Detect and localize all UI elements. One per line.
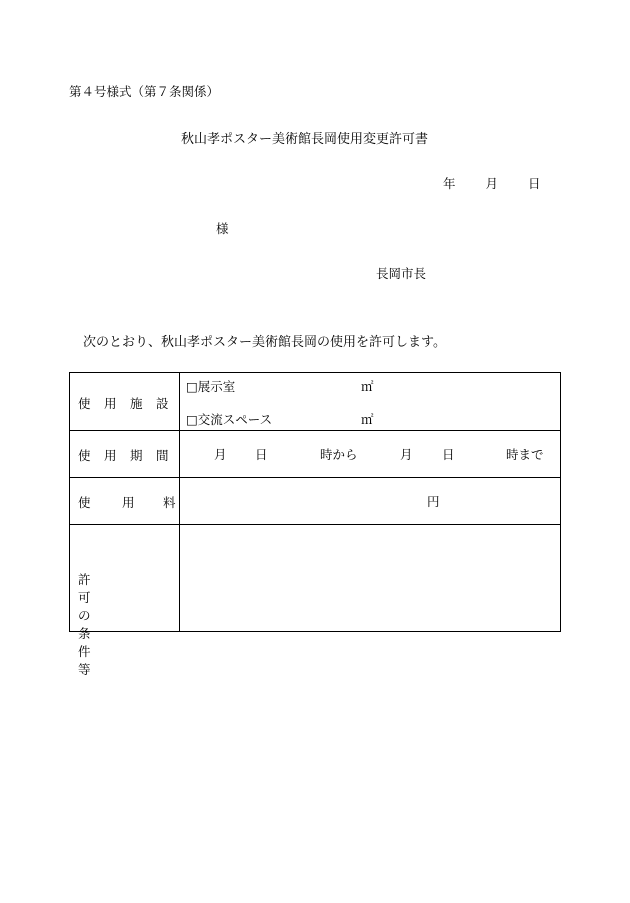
exhibition-room-option[interactable]: □展示室 (186, 379, 236, 394)
facility-header-char: 設 (156, 395, 169, 411)
date-line (443, 174, 541, 192)
form-number: 第４号様式（第７条関係） (69, 84, 220, 99)
period-header (70, 431, 180, 478)
period-header-char: 間 (156, 448, 169, 463)
exchange-space-option[interactable]: □交流スペース (186, 412, 273, 427)
facility-header-char: 施 (130, 395, 143, 411)
month-label: 月 (485, 176, 499, 191)
facility-header-char: 使 (78, 395, 91, 411)
year-label: 年 (443, 176, 456, 191)
exchange-space-area-unit: ㎡ (361, 412, 374, 427)
issuer-name: 長岡市長 (376, 266, 427, 281)
conditions-header (70, 525, 180, 677)
exhibition-room-area-unit: ㎡ (361, 379, 374, 394)
facility-options (180, 373, 561, 431)
period-values (180, 431, 561, 478)
start-month-label: 月 (214, 447, 227, 462)
conditions-header-label: 許可の条件等 (78, 572, 94, 677)
period-row (70, 431, 561, 478)
end-time-label: 時まで (506, 447, 544, 462)
permit-statement: 次のとおり、秋山孝ポスター美術館長岡の使用を許可します。 (83, 335, 446, 350)
conditions-row (70, 525, 561, 632)
fee-header-char: 料 (163, 495, 176, 510)
period-header-char: 期 (130, 448, 143, 463)
period-header-char: 用 (104, 448, 117, 463)
start-time-label: 時から (320, 447, 358, 462)
fee-header-char: 用 (122, 495, 135, 510)
conditions-value (180, 525, 561, 632)
fee-header-char: 使 (78, 495, 91, 510)
document-title: 秋山孝ポスター美術館長岡使用変更許可書 (181, 132, 429, 147)
facility-header (70, 373, 180, 431)
start-day-label: 日 (255, 447, 268, 462)
permit-table (69, 372, 561, 677)
fee-row (70, 478, 561, 525)
addressee-suffix: 様 (216, 221, 229, 236)
day-label: 日 (528, 176, 541, 191)
fee-header (70, 478, 180, 525)
fee-value (180, 478, 561, 525)
facility-header-char: 用 (104, 395, 117, 411)
facility-row (70, 373, 561, 431)
period-header-char: 使 (78, 448, 91, 463)
end-month-label: 月 (400, 447, 413, 462)
fee-unit: 円 (427, 494, 440, 509)
end-day-label: 日 (442, 447, 455, 462)
